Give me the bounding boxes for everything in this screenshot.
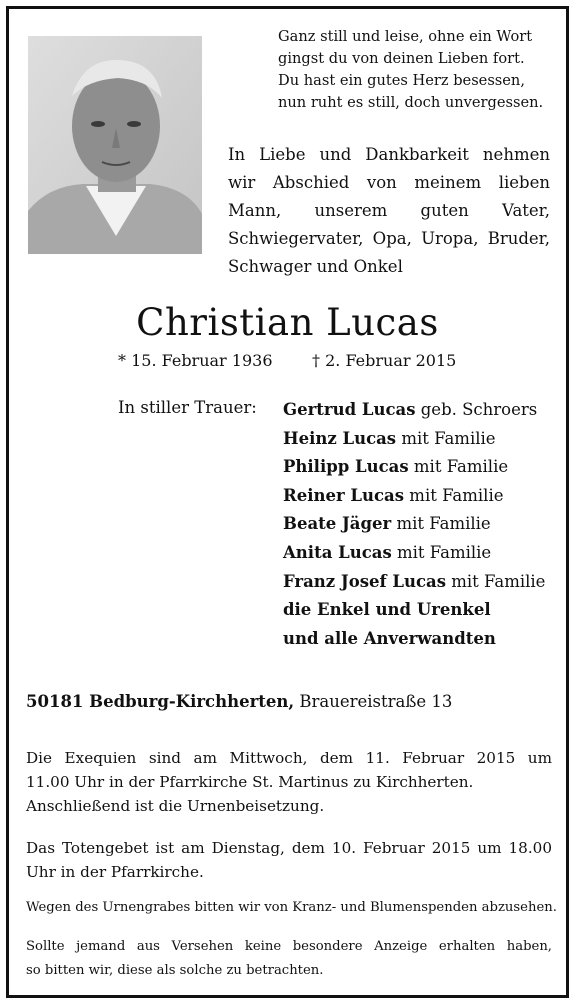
- address-city: 50181 Bedburg-Kirchherten,: [26, 692, 295, 711]
- mourner-entry: [283, 396, 545, 425]
- mourner-name: Beate Jäger: [283, 514, 392, 534]
- paragraph-line: so bitten wir, diese als solche zu betrachten.: [26, 963, 324, 978]
- mourner-name: Heinz Lucas: [283, 428, 397, 448]
- mourner-suffix: mit Familie: [396, 428, 496, 448]
- mourner-suffix: mit Familie: [404, 485, 504, 505]
- paragraph-line: Wegen des Urnengrabes bitten wir von Kranz- und Blumenspenden abzusehen.: [26, 900, 557, 915]
- mourner-name: Reiner Lucas: [283, 485, 405, 505]
- birth-date: * 15. Februar 1936: [118, 351, 273, 370]
- death-date: † 2. Februar 2015: [312, 351, 457, 370]
- mourner-entry: [283, 510, 545, 539]
- paragraph-line: Sollte jemand aus Versehen keine besondere Anzeige erhalten haben,: [26, 939, 552, 954]
- mourner-entry: [283, 482, 545, 511]
- address: [26, 690, 452, 714]
- paragraph-line: Das Totengebet ist am Dienstag, dem 10. Februar 2015 um 18.00: [26, 839, 552, 857]
- paragraph-line: Die Exequien sind am Mittwoch, dem 11. Februar 2015 um: [26, 749, 552, 767]
- exequien-paragraph: [26, 746, 552, 818]
- flowers-note: [26, 896, 557, 920]
- portrait-photo: [28, 36, 202, 254]
- address-street: Brauereistraße 13: [294, 692, 453, 711]
- intro-line: Schwiegervater, Opa, Uropa, Bruder,: [228, 229, 550, 248]
- poem: [278, 26, 548, 114]
- paragraph-line: Uhr in der Pfarrkirche.: [26, 863, 204, 881]
- mourner-name: Anita Lucas: [283, 542, 392, 562]
- intro-text: [228, 141, 550, 281]
- mourner-entry: [283, 425, 545, 454]
- mourner-suffix: mit Familie: [408, 457, 509, 477]
- mourner-name: Gertrud Lucas: [283, 400, 416, 419]
- mourner-list: [283, 396, 545, 653]
- mourner-name: Franz Josef Lucas: [283, 571, 446, 591]
- mourning-label: In stiller Trauer:: [118, 398, 257, 417]
- mourner-suffix: mit Familie: [446, 571, 546, 591]
- mourner-suffix: mit Familie: [391, 542, 492, 562]
- intro-line: Mann, unserem guten Vater,: [228, 201, 550, 220]
- deceased-name: Christian Lucas: [136, 301, 439, 344]
- mourner-suffix: mit Familie: [391, 514, 491, 534]
- poem-line: nun ruht es still, doch unvergessen.: [278, 94, 544, 111]
- paragraph-line: 11.00 Uhr in der Pfarrkirche St. Martinus zu Kirchherten.: [26, 773, 474, 791]
- mourner-entry: [283, 539, 545, 568]
- mourner-entry: [283, 453, 545, 482]
- notice-note: [26, 935, 552, 983]
- poem-line: gingst du von deinen Lieben fort.: [278, 50, 525, 67]
- mourner-name: Philipp Lucas: [283, 457, 409, 477]
- mourner-name: und alle Anverwandten: [283, 628, 496, 648]
- mourner-entry: [283, 568, 545, 597]
- poem-line: Du hast ein gutes Herz besessen,: [278, 72, 525, 89]
- mourner-name: die Enkel und Urenkel: [283, 600, 491, 620]
- intro-line: wir Abschied von meinem lieben: [228, 173, 550, 192]
- paragraph-line: Anschließend ist die Urnenbeisetzung.: [26, 797, 325, 815]
- totengebet-paragraph: [26, 836, 552, 884]
- mourner-entry: [283, 625, 545, 654]
- poem-line: Ganz still und leise, ohne ein Wort: [278, 28, 533, 45]
- mourner-entry: [283, 596, 545, 625]
- intro-line: Schwager und Onkel: [228, 257, 403, 276]
- mourner-suffix: geb. Schroers: [415, 400, 538, 419]
- intro-line: In Liebe und Dankbarkeit nehmen: [228, 145, 550, 164]
